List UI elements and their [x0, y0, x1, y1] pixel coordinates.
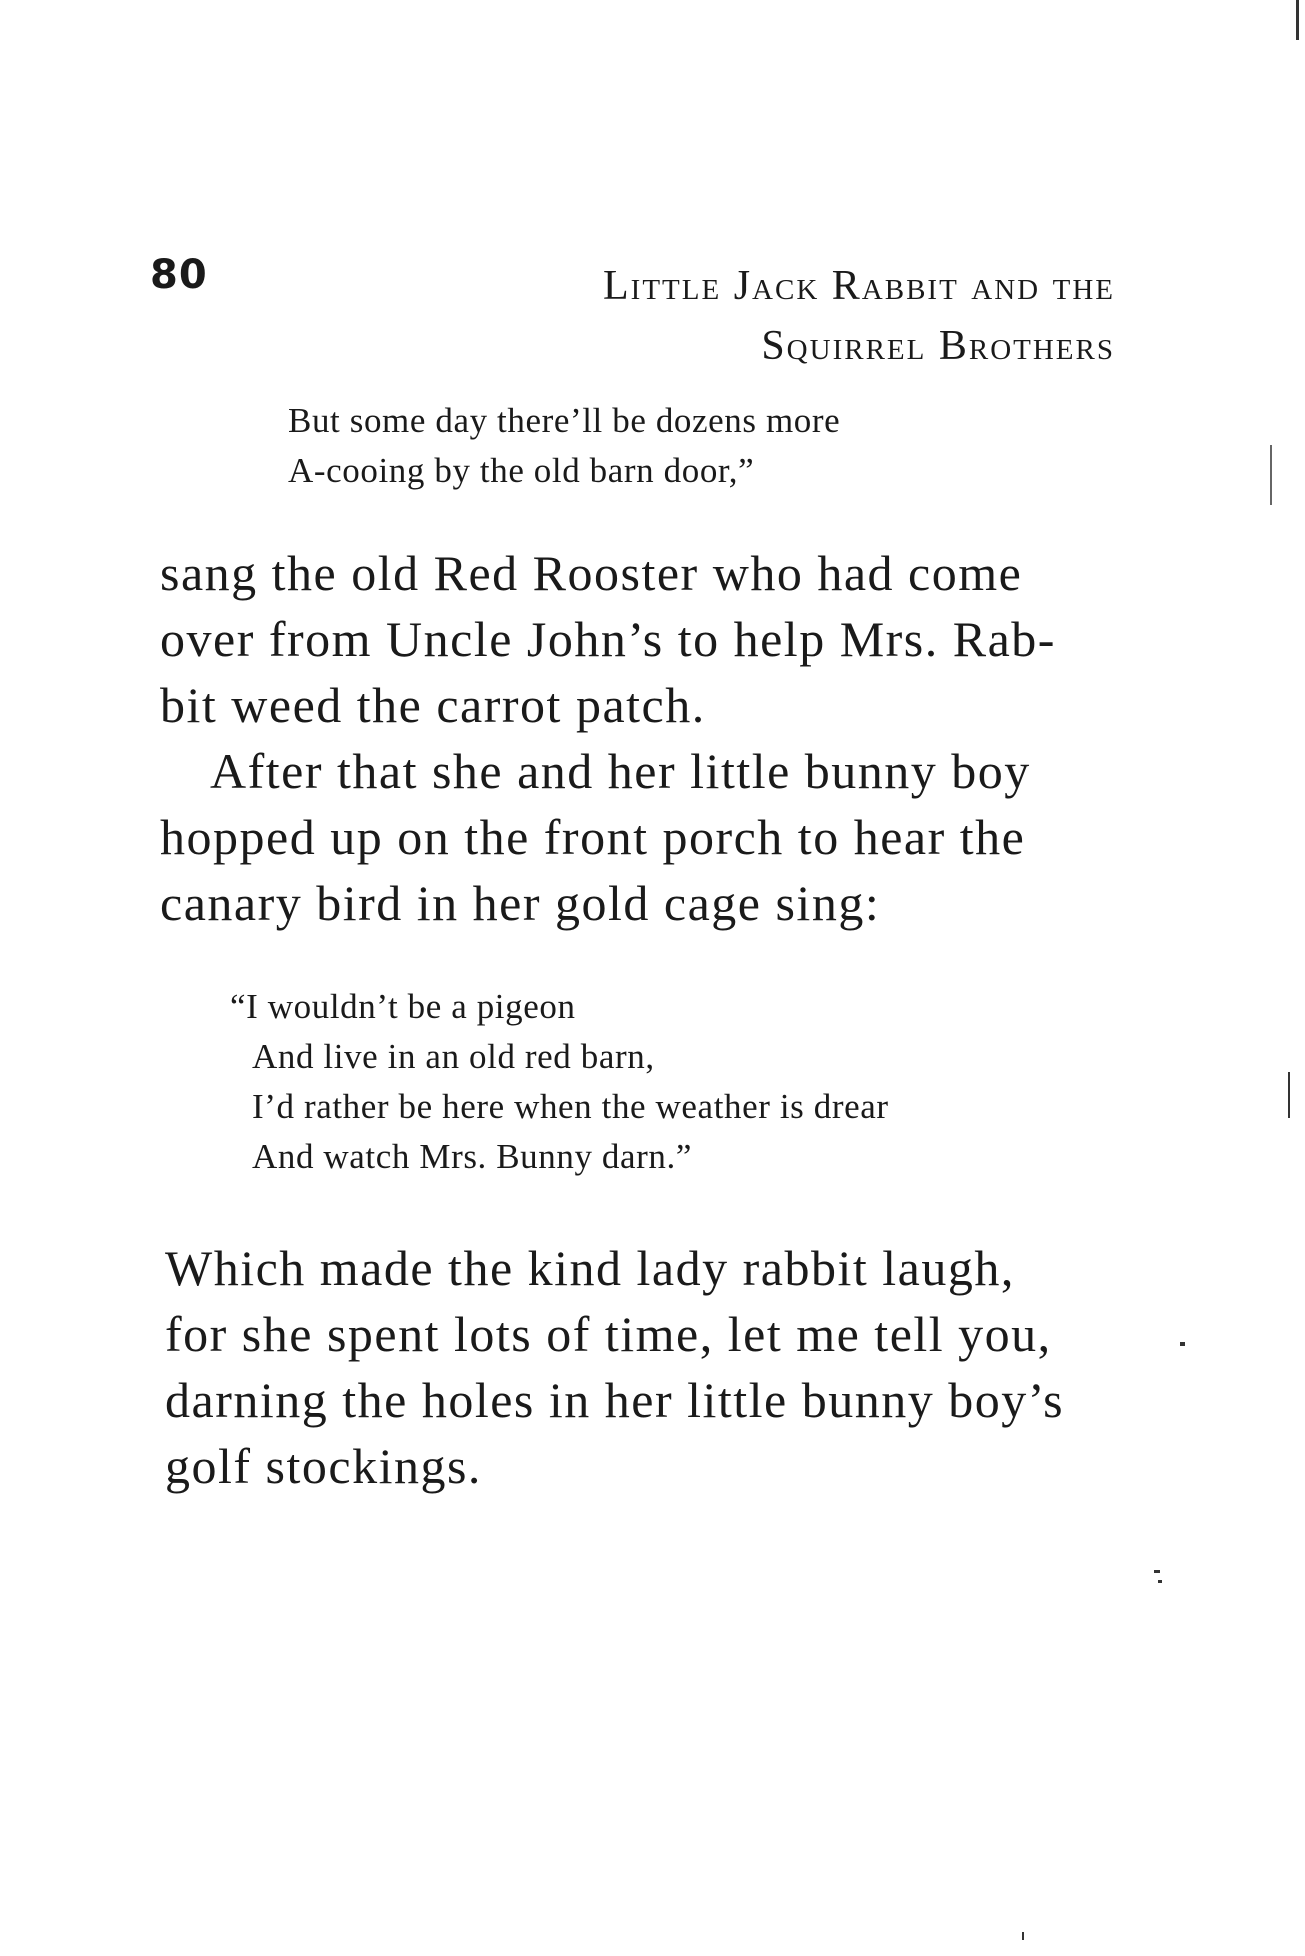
paragraph-two	[160, 738, 1031, 936]
paragraph-line: Which made the kind lady rabbit laugh,	[165, 1240, 1015, 1296]
verse-line: But some day there’ll be dozens more	[288, 401, 841, 440]
scan-artifact-mark	[1154, 1570, 1160, 1573]
paragraph-line: golf stockings.	[165, 1438, 482, 1494]
paragraph-one	[160, 540, 1056, 738]
paragraph-line: hopped up on the front porch to hear the	[160, 809, 1026, 865]
verse-line: A-cooing by the old barn door,”	[288, 451, 755, 490]
scan-artifact-mark	[1180, 1342, 1185, 1346]
running-head	[603, 256, 1115, 376]
paragraph-line: canary bird in her gold cage sing:	[160, 875, 881, 931]
paragraph-three	[165, 1235, 1064, 1499]
scan-artifact-mark	[1158, 1580, 1162, 1583]
verse-line: And live in an old red barn,	[252, 1037, 655, 1076]
verse-line: “I wouldn’t be a pigeon	[230, 987, 576, 1026]
scan-artifact-mark	[1270, 445, 1272, 505]
verse-line: And watch Mrs. Bunny darn.”	[252, 1137, 693, 1176]
paragraph-line: After that she and her little bunny boy	[210, 743, 1031, 799]
running-head-line-2: Squirrel Brothers	[761, 323, 1115, 369]
scan-artifact-mark	[1288, 1072, 1290, 1118]
scan-artifact-mark	[1022, 1932, 1024, 1940]
paragraph-line: for she spent lots of time, let me tell you,	[165, 1306, 1052, 1362]
page-number: 80	[150, 252, 208, 298]
verse-two	[230, 982, 889, 1182]
verse-one	[288, 396, 840, 496]
scan-artifact-mark	[1296, 0, 1299, 40]
paragraph-line: over from Uncle John’s to help Mrs. Rab-	[160, 611, 1056, 667]
paragraph-line: sang the old Red Rooster who had come	[160, 545, 1023, 601]
paragraph-line: darning the holes in her little bunny boy’s	[165, 1372, 1065, 1428]
verse-line: I’d rather be here when the weather is drear	[252, 1087, 889, 1126]
paragraph-line: bit weed the carrot patch.	[160, 677, 706, 733]
running-head-line-1: Little Jack Rabbit and the	[603, 263, 1115, 309]
